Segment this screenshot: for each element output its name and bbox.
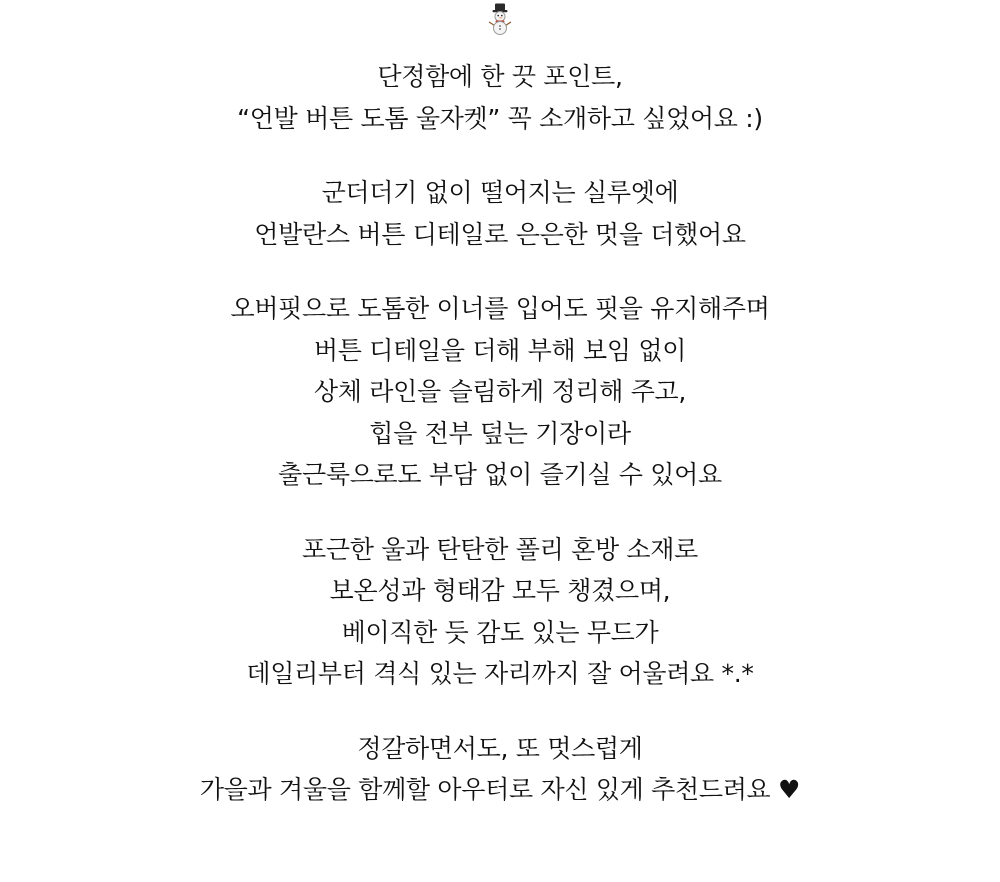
text-line: 가을과 겨울을 함께할 아우터로 자신 있게 추천드려요 ♥	[199, 775, 801, 804]
snowman-icon-container	[0, 2, 1000, 36]
paragraph-fit	[0, 288, 1000, 496]
text-line: 단정함에 한 끗 포인트,	[377, 62, 623, 91]
text-line: 군더더기 없이 떨어지는 실루엣에	[321, 178, 679, 207]
text-line: 보온성과 형태감 모두 챙겼으며,	[329, 576, 671, 605]
paragraph-silhouette	[0, 172, 1000, 255]
text-line: 힙을 전부 덮는 기장이라	[369, 418, 631, 448]
text-line: 베이직한 듯 감도 있는 무드가	[341, 617, 659, 647]
paragraph-material	[0, 529, 1000, 695]
text-line: 출근룩으로도 부담 없이 즐기실 수 있어요	[278, 460, 722, 489]
text-line: 버튼 디테일을 더해 부해 보임 없이	[313, 335, 687, 365]
text-line: 포근한 울과 탄탄한 폴리 혼방 소재로	[302, 534, 698, 564]
text-line: “언발 버튼 도톰 울자켓” 꼭 소개하고 싶었어요 :)	[237, 103, 763, 133]
text-line: 상체 라인을 슬림하게 정리해 주고,	[313, 377, 687, 406]
snowman-icon	[486, 3, 514, 35]
paragraph-intro	[0, 56, 1000, 139]
paragraph-closing	[0, 728, 1000, 811]
text-line: 오버핏으로 도톰한 이너를 입어도 핏을 유지해주며	[230, 294, 770, 323]
text-line: 데일리부터 격식 있는 자리까지 잘 어울려요 *.*	[246, 659, 754, 688]
text-line: 정갈하면서도, 또 멋스럽게	[357, 733, 643, 763]
text-line: 언발란스 버튼 디테일로 은은한 멋을 더했어요	[254, 219, 746, 249]
description-text	[0, 56, 1000, 844]
